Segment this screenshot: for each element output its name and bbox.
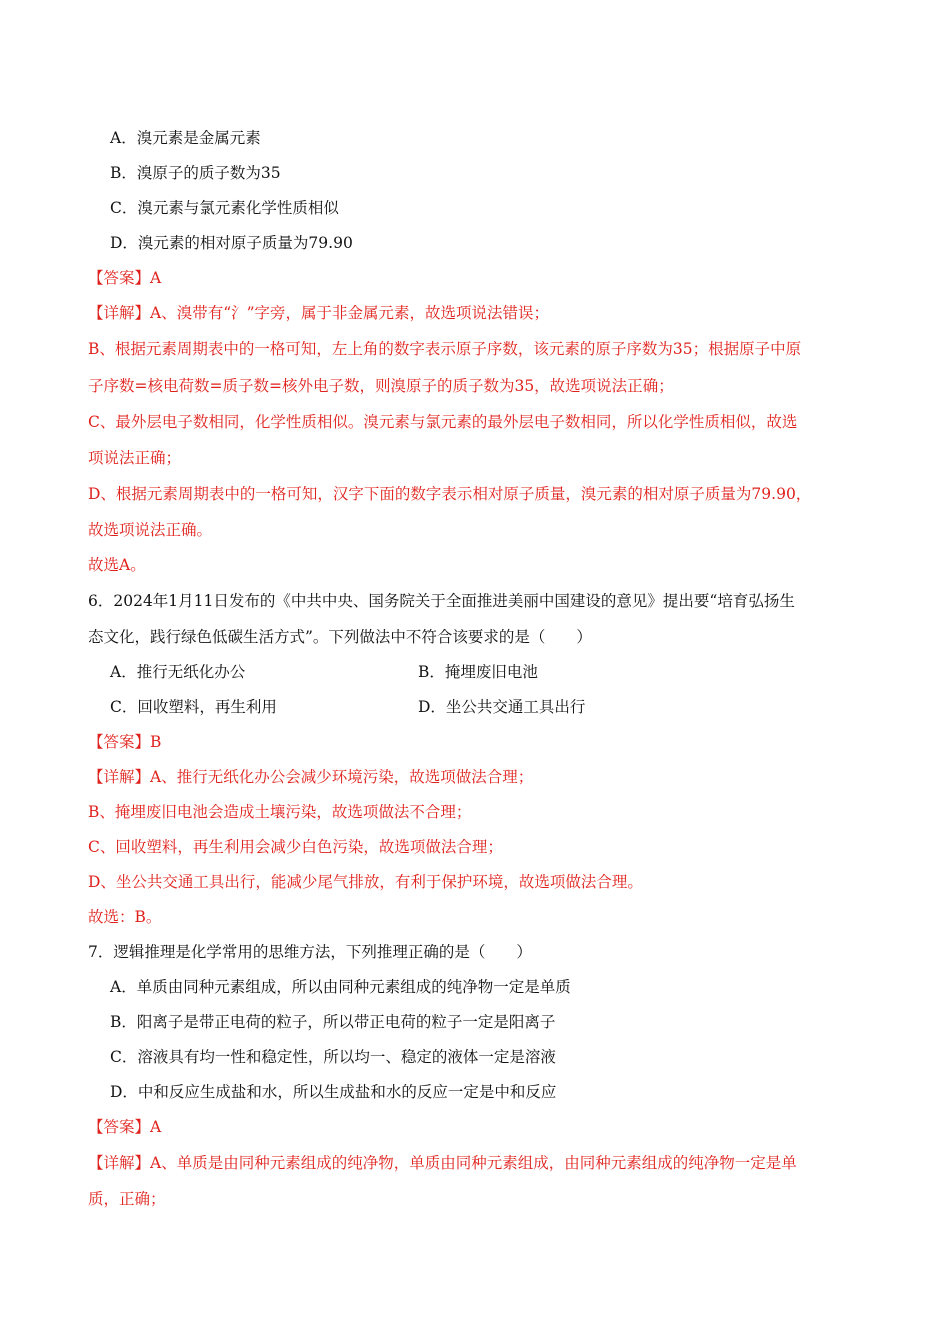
q5-option-c: C．溴元素与氯元素化学性质相似: [110, 199, 339, 217]
q5-detail-line: B、根据元素周期表中的一格可知，左上角的数字表示原子序数，该元素的原子序数为35；根据原子中原: [88, 340, 802, 358]
q6-detail-line: C、回收塑料，再生利用会减少白色污染，故选项做法合理；: [88, 838, 503, 856]
q5-detail-line: 项说法正确；: [88, 449, 182, 467]
q6-option-b: B．掩埋废旧电池: [418, 663, 538, 681]
q5-option-a: A．溴元素是金属元素: [110, 129, 261, 147]
q6-answer: 【答案】B: [88, 733, 162, 751]
q7-answer: 【答案】A: [88, 1118, 162, 1136]
q7-stem: 7．逻辑推理是化学常用的思维方法，下列推理正确的是（ ）: [88, 943, 532, 961]
q5-detail-line: 【详解】A、溴带有“氵”字旁，属于非金属元素，故选项说法错误；: [88, 304, 550, 322]
q5-conclusion: 故选A。: [88, 556, 146, 574]
q6-conclusion: 故选：B。: [88, 908, 162, 926]
q6-stem-line: 6．2024年1月11日发布的《中共中央、国务院关于全面推进美丽中国建设的意见》提出要“培育弘扬生: [88, 592, 795, 610]
q7-option-d: D．中和反应生成盐和水，所以生成盐和水的反应一定是中和反应: [110, 1083, 557, 1101]
q5-option-b: B．溴原子的质子数为35: [110, 164, 281, 182]
q7-option-c: C．溶液具有均一性和稳定性，所以均一、稳定的液体一定是溶液: [110, 1048, 556, 1066]
q5-detail-line: D、根据元素周期表中的一格可知，汉字下面的数字表示相对原子质量，溴元素的相对原子质量为79.90，: [88, 485, 812, 503]
q6-detail-line: D、坐公共交通工具出行，能减少尾气排放，有利于保护环境，故选项做法合理。: [88, 873, 643, 891]
q5-detail-line: C、最外层电子数相同，化学性质相似。溴元素与氯元素的最外层电子数相同，所以化学性质相似，故选: [88, 413, 798, 431]
q5-option-d: D．溴元素的相对原子质量为79.90: [110, 234, 353, 252]
q5-detail-line: 子序数=核电荷数=质子数=核外电子数，则溴原子的质子数为35，故选项说法正确；: [88, 377, 674, 395]
q6-detail-line: B、掩埋废旧电池会造成土壤污染，故选项做法不合理；: [88, 803, 472, 821]
q7-option-a: A．单质由同种元素组成，所以由同种元素组成的纯净物一定是单质: [110, 978, 571, 996]
q5-answer: 【答案】A: [88, 269, 162, 287]
q6-detail-line: 【详解】A、推行无纸化办公会减少环境污染，故选项做法合理；: [88, 768, 534, 786]
q6-stem-line: 态文化，践行绿色低碳生活方式”。下列做法中不符合该要求的是（ ）: [88, 628, 592, 646]
q7-option-b: B．阳离子是带正电荷的粒子，所以带正电荷的粒子一定是阳离子: [110, 1013, 556, 1031]
q6-option-d: D．坐公共交通工具出行: [418, 698, 586, 716]
q5-detail-line: 故选项说法正确。: [88, 521, 213, 539]
q6-option-a: A．推行无纸化办公: [110, 663, 246, 681]
q7-detail-line: 【详解】A、单质是由同种元素组成的纯净物，单质由同种元素组成，由同种元素组成的纯净物一定是单: [88, 1154, 797, 1172]
q7-detail-line: 质，正确；: [88, 1190, 166, 1208]
q6-option-c: C．回收塑料，再生利用: [110, 698, 277, 716]
